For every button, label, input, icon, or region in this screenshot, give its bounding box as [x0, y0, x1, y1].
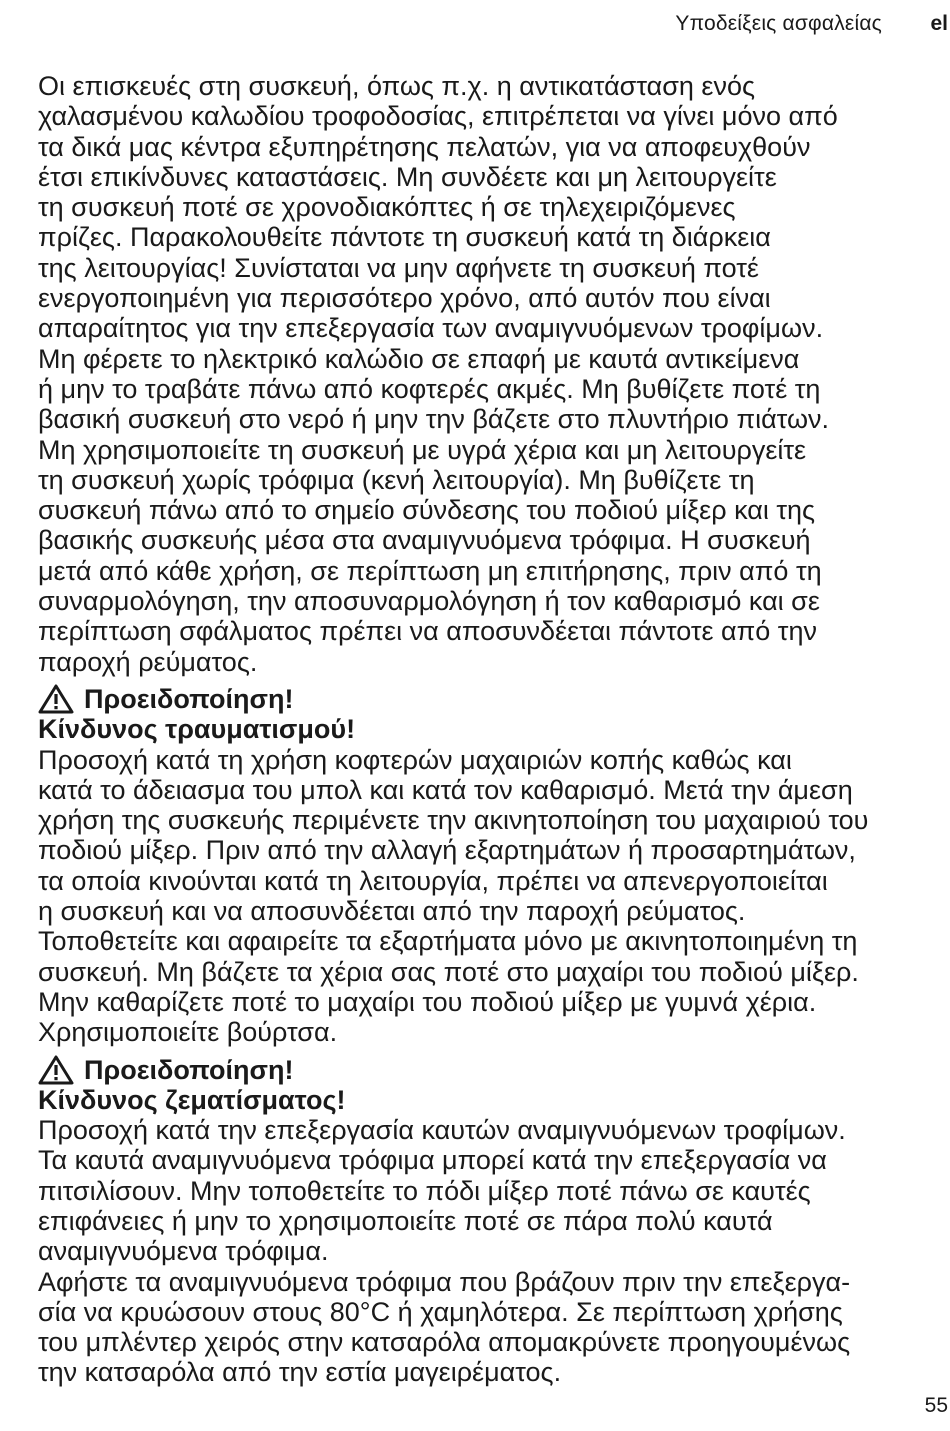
page-number: 55: [924, 1394, 948, 1417]
warning-label-scald: Προειδοποίηση!: [84, 1054, 294, 1085]
running-header: [0, 12, 950, 42]
warning-label-injury: Προειδοποίηση!: [84, 683, 294, 714]
hazard-title-scald: Κίνδυνος ζεματίσματος!: [38, 1084, 346, 1115]
warning-block-scald: [38, 1055, 950, 1116]
hazard-title-injury: Κίνδυνος τραυματισμού!: [38, 714, 356, 745]
document-body: [38, 71, 950, 1388]
safety-paragraph-intro: Οι επισκευές στη συσκευή, όπως π.χ. η αντικατάσταση ενός χαλασμένου καλωδίου τροφοδοσίας, επιτρέπεται να γίνει μόνο από τα δικά μας κέντρα εξυπηρέτησης πελατών, για να αποφευχθούν έτσι επικίνδυνες καταστάσεις. Μη συνδέετε και μη λειτουργείτε τη συσκευή ποτέ σε χρονοδιακόπτες ή σε τηλεχειριζόμενες πρίζες. Παρακολουθείτε πάντοτε τη συσκευή κατά τη διάρκεια της λειτουργίας! Συνίσταται να μην αφήνετε τη συσκευή ποτέ ενεργοποιημένη για περισσότερο χρόνο, από αυτόν που είναι απαραίτητος για την επεξεργασία των αναμιγνυόμενων τροφίμων. Μη φέρετε το ηλεκτρικό καλώδιο σε επαφή με καυτά αντικείμενα ή μην το τραβάτε πάνω από κοφτερές ακμές. Μη βυθίζετε ποτέ τη βασική συσκευή στο νερό ή μην την βάζετε στο πλυντήριο πιάτων. Μη χρησιμοποιείτε τη συσκευή με υγρά χέρια και μη λειτουργείτε τη συσκευή χωρίς τρόφιμα (κενή λειτουργία). Μη βυθίζετε τη συσκευή πάνω από το σημείο σύνδεσης του ποδιού μίξερ και της βασικής συσκευής μέσα στα αναμιγνυόμενα τρόφιμα. Η συσκευή μετά από κάθε χρήση, σε περίπτωση μη επιτήρησης, πριν από τη συναρμολόγηση, την αποσυναρμολόγηση ή τον καθαρισμό και σε περίπτωση σφάλματος πρέπει να αποσυνδέεται πάντοτε από την παροχή ρεύματος.: [38, 71, 838, 677]
warning-heading-scald: [38, 1055, 950, 1085]
safety-paragraph-scald-1: Προσοχή κατά την επεξεργασία καυτών αναμιγνυόμενων τροφίμων. Τα καυτά αναμιγνυόμενα τρόφιμα μπορεί κατά την επεξεργασία να πιτσιλίσουν. Μην τοποθετείτε το πόδι μίξερ ποτέ πάνω σε καυτές επιφάνειες ή μην το χρησιμοποιείτε ποτέ σε πάρα πολύ καυτά αναμιγνυόμενα τρόφιμα.: [38, 1115, 846, 1267]
warning-heading-injury: [38, 684, 950, 714]
safety-paragraph-injury: Προσοχή κατά τη χρήση κοφτερών μαχαιριών κοπής καθώς και κατά το άδειασμα του μπολ και κατά τον καθαρισμό. Μετά την άμεση χρήση της συσκευής περιμένετε την ακινητοποίηση του μαχαιριού του ποδιού μίξερ. Πριν από την αλλαγή εξαρτημάτων ή προσαρτημάτων, τα οποία κινούνται κατά τη λειτουργία, πρέπει να απενεργοποιείται η συσκευή και να αποσυνδέεται από την παροχή ρεύματος. Τοποθετείτε και αφαιρείτε τα εξαρτήματα μόνο με ακινητοποιημένη τη συσκευή. Μη βάζετε τα χέρια σας ποτέ στο μαχαίρι του ποδιού μίξερ. Μην καθαρίζετε ποτέ το μαχαίρι του ποδιού μίξερ με γυμνά χέρια. Χρησιμοποιείτε βούρτσα.: [38, 744, 869, 1048]
warning-triangle-icon: [38, 684, 74, 714]
header-section-title: Υποδείξεις ασφαλείας: [675, 12, 882, 35]
warning-block-injury: [38, 684, 950, 745]
safety-paragraph-scald-2: Αφήστε τα αναμιγνυόμενα τρόφιμα που βράζουν πριν την επεξεργα- σία να κρυώσουν στους 80°C ή χαμηλότερα. Σε περίπτωση χρήσης του μπλέντερ χειρός στην κατσαρόλα απομακρύνετε προηγουμένως την κατσαρόλα από την εστία μαγειρέματος.: [38, 1266, 851, 1388]
warning-triangle-icon: [38, 1055, 74, 1085]
header-language-code: el: [930, 12, 948, 35]
